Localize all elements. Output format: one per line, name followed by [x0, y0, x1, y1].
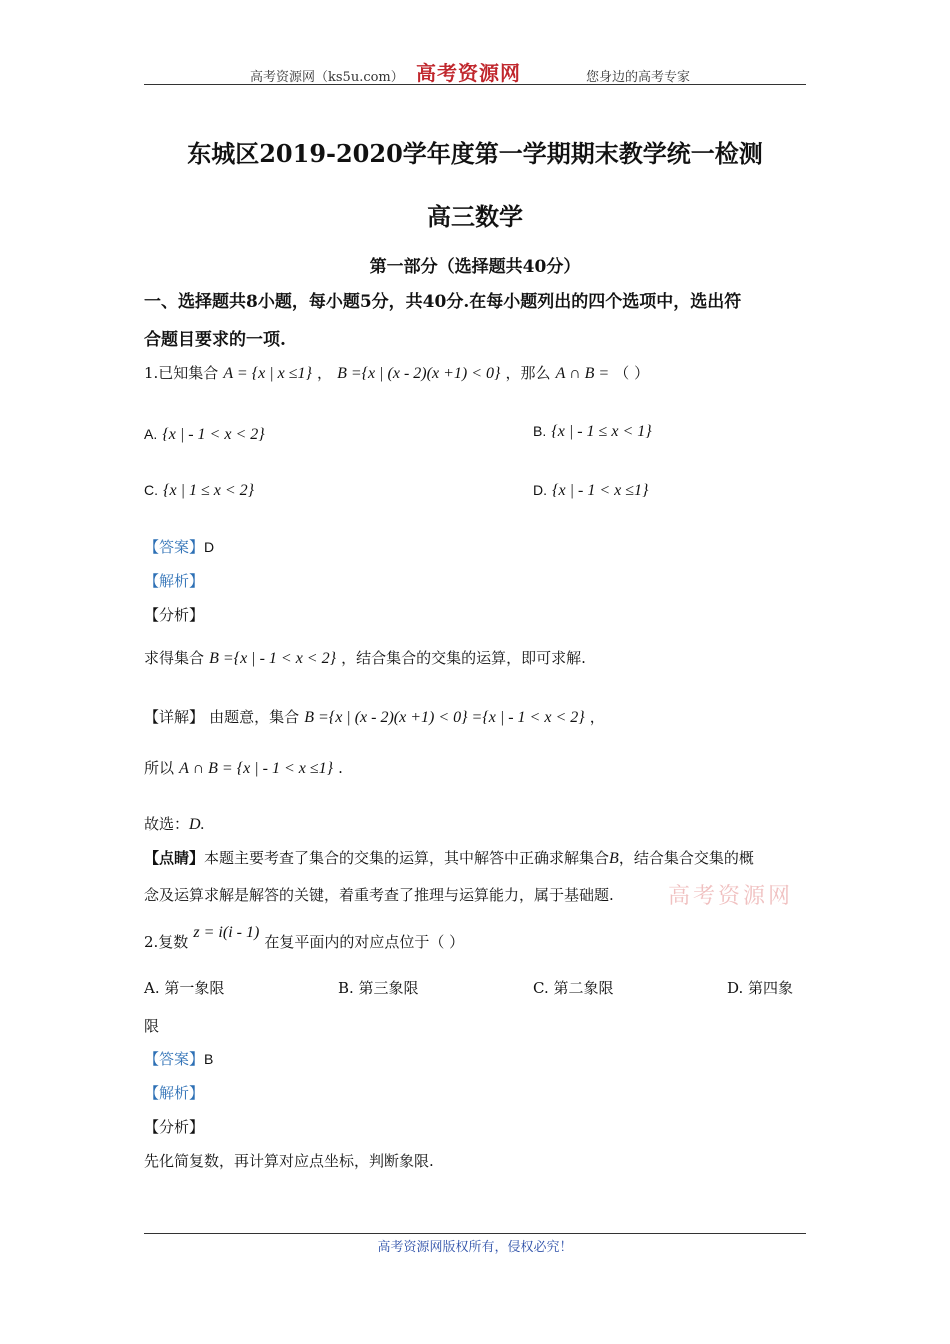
q1-fenxi-tag: 【分析】 — [144, 606, 205, 624]
footer-rule — [144, 1233, 806, 1234]
option-math: {x | - 1 < x ≤1} — [552, 482, 649, 499]
q2-option-d: D. 第四象 — [727, 979, 794, 997]
q1-set-a: A = {x | x ≤1} — [223, 365, 312, 382]
comment-math: B — [609, 850, 619, 867]
header-slogan: 您身边的高考专家 — [586, 70, 691, 85]
option-math: {x | - 1 ≤ x < 1} — [551, 423, 652, 440]
q1-answer — [144, 536, 214, 557]
comment-pre: 本题主要考查了集合的交集的运算，其中解答中正确求解集合 — [204, 849, 610, 867]
answer-tag: 【答案】 — [144, 538, 205, 556]
q2-fenxi-tag: 【分析】 — [144, 1118, 205, 1136]
q2-text: 在复平面内的对应点位于（ ） — [264, 933, 465, 951]
fenxi-post: ，结合集合的交集的运算，即可求解. — [341, 649, 586, 667]
page-title: 东城区2019-2020学年度第一学期期末教学统一检测 — [187, 139, 763, 168]
section-instruction-line1: 一、选择题共8小题，每小题5分，共40分.在每小题列出的四个选项中，选出符 — [144, 292, 742, 312]
answer-value: D — [204, 539, 215, 555]
fenxi-math: B ={x | - 1 < x < 2} — [209, 650, 336, 667]
q1-comma: ， — [316, 364, 332, 382]
page-subtitle: 高三数学 — [427, 202, 523, 231]
so-math: A ∩ B = {x | - 1 < x ≤1} — [179, 760, 334, 777]
detail-math: B ={x | (x - 2)(x +1) < 0} ={x | - 1 < x < 2} — [304, 709, 585, 726]
q1-expression: A ∩ B = — [555, 365, 610, 382]
detail-pre: 由题意，集合 — [209, 708, 300, 726]
option-math: {x | - 1 < x < 2} — [162, 426, 265, 443]
choose-pre: 故选： — [144, 815, 190, 833]
question-2 — [144, 921, 465, 951]
footer-copyright: 高考资源网版权所有，侵权必究！ — [377, 1240, 573, 1255]
q1-comment-line1 — [144, 847, 754, 868]
q2-fenxi: 先化简复数，再计算对应点坐标，判断象限. — [144, 1152, 434, 1170]
comment-post: ，结合集合交集的概 — [618, 849, 754, 867]
q2-option-d-wrap: 限 — [144, 1017, 160, 1035]
option-label: A. — [144, 426, 158, 442]
q2-answer — [144, 1048, 213, 1069]
header-rule — [144, 84, 806, 85]
header-site-name: 高考资源网（ks5u.com） — [250, 70, 404, 85]
q2-math: z = i(i - 1) — [193, 924, 260, 941]
q1-set-b: B ={x | (x - 2)(x +1) < 0} — [337, 365, 501, 382]
q1-comment-line2: 念及运算求解是解答的关键，着重考查了推理与运算能力，属于基础题. — [144, 886, 614, 904]
detail-post: ， — [589, 708, 605, 726]
choose-value: D. — [189, 816, 205, 833]
watermark: 高考资源网 — [668, 884, 794, 909]
q1-analysis-tag: 【解析】 — [144, 572, 205, 590]
q1-paren: （ ） — [614, 364, 650, 382]
option-label: D. — [533, 482, 547, 498]
q1-option-c — [144, 480, 254, 500]
answer-value: B — [204, 1051, 214, 1067]
header-logo: 高考资源网 — [416, 61, 521, 85]
q1-detail-line — [144, 706, 605, 727]
q2-option-b: B. 第三象限 — [338, 979, 419, 997]
q1-option-d — [533, 480, 648, 500]
q2-analysis-tag: 【解析】 — [144, 1084, 205, 1102]
option-label: B. — [533, 423, 547, 439]
part-heading: 第一部分（选择题共40分） — [369, 257, 581, 277]
q1-option-b — [533, 421, 652, 441]
comment-tag: 【点睛】 — [144, 849, 205, 867]
fenxi-pre: 求得集合 — [144, 649, 205, 667]
q1-option-a — [144, 424, 265, 444]
option-label: C. — [144, 482, 158, 498]
option-math: {x | 1 ≤ x < 2} — [163, 482, 255, 499]
q1-prefix: 1.已知集合 — [144, 364, 219, 382]
so-post: . — [338, 759, 343, 777]
q2-prefix: 2.复数 — [144, 933, 189, 951]
detail-tag: 【详解】 — [144, 708, 205, 726]
q1-so-line — [144, 757, 343, 778]
so-pre: 所以 — [144, 759, 175, 777]
q1-then: ，那么 — [505, 364, 551, 382]
answer-tag: 【答案】 — [144, 1050, 205, 1068]
q1-choose-line — [144, 813, 205, 834]
question-1 — [144, 362, 649, 383]
q2-option-c: C. 第二象限 — [533, 979, 614, 997]
section-instruction-line2: 合题目要求的一项. — [144, 330, 286, 350]
q2-option-a: A. 第一象限 — [144, 979, 225, 997]
q1-fenxi-line — [144, 647, 586, 668]
